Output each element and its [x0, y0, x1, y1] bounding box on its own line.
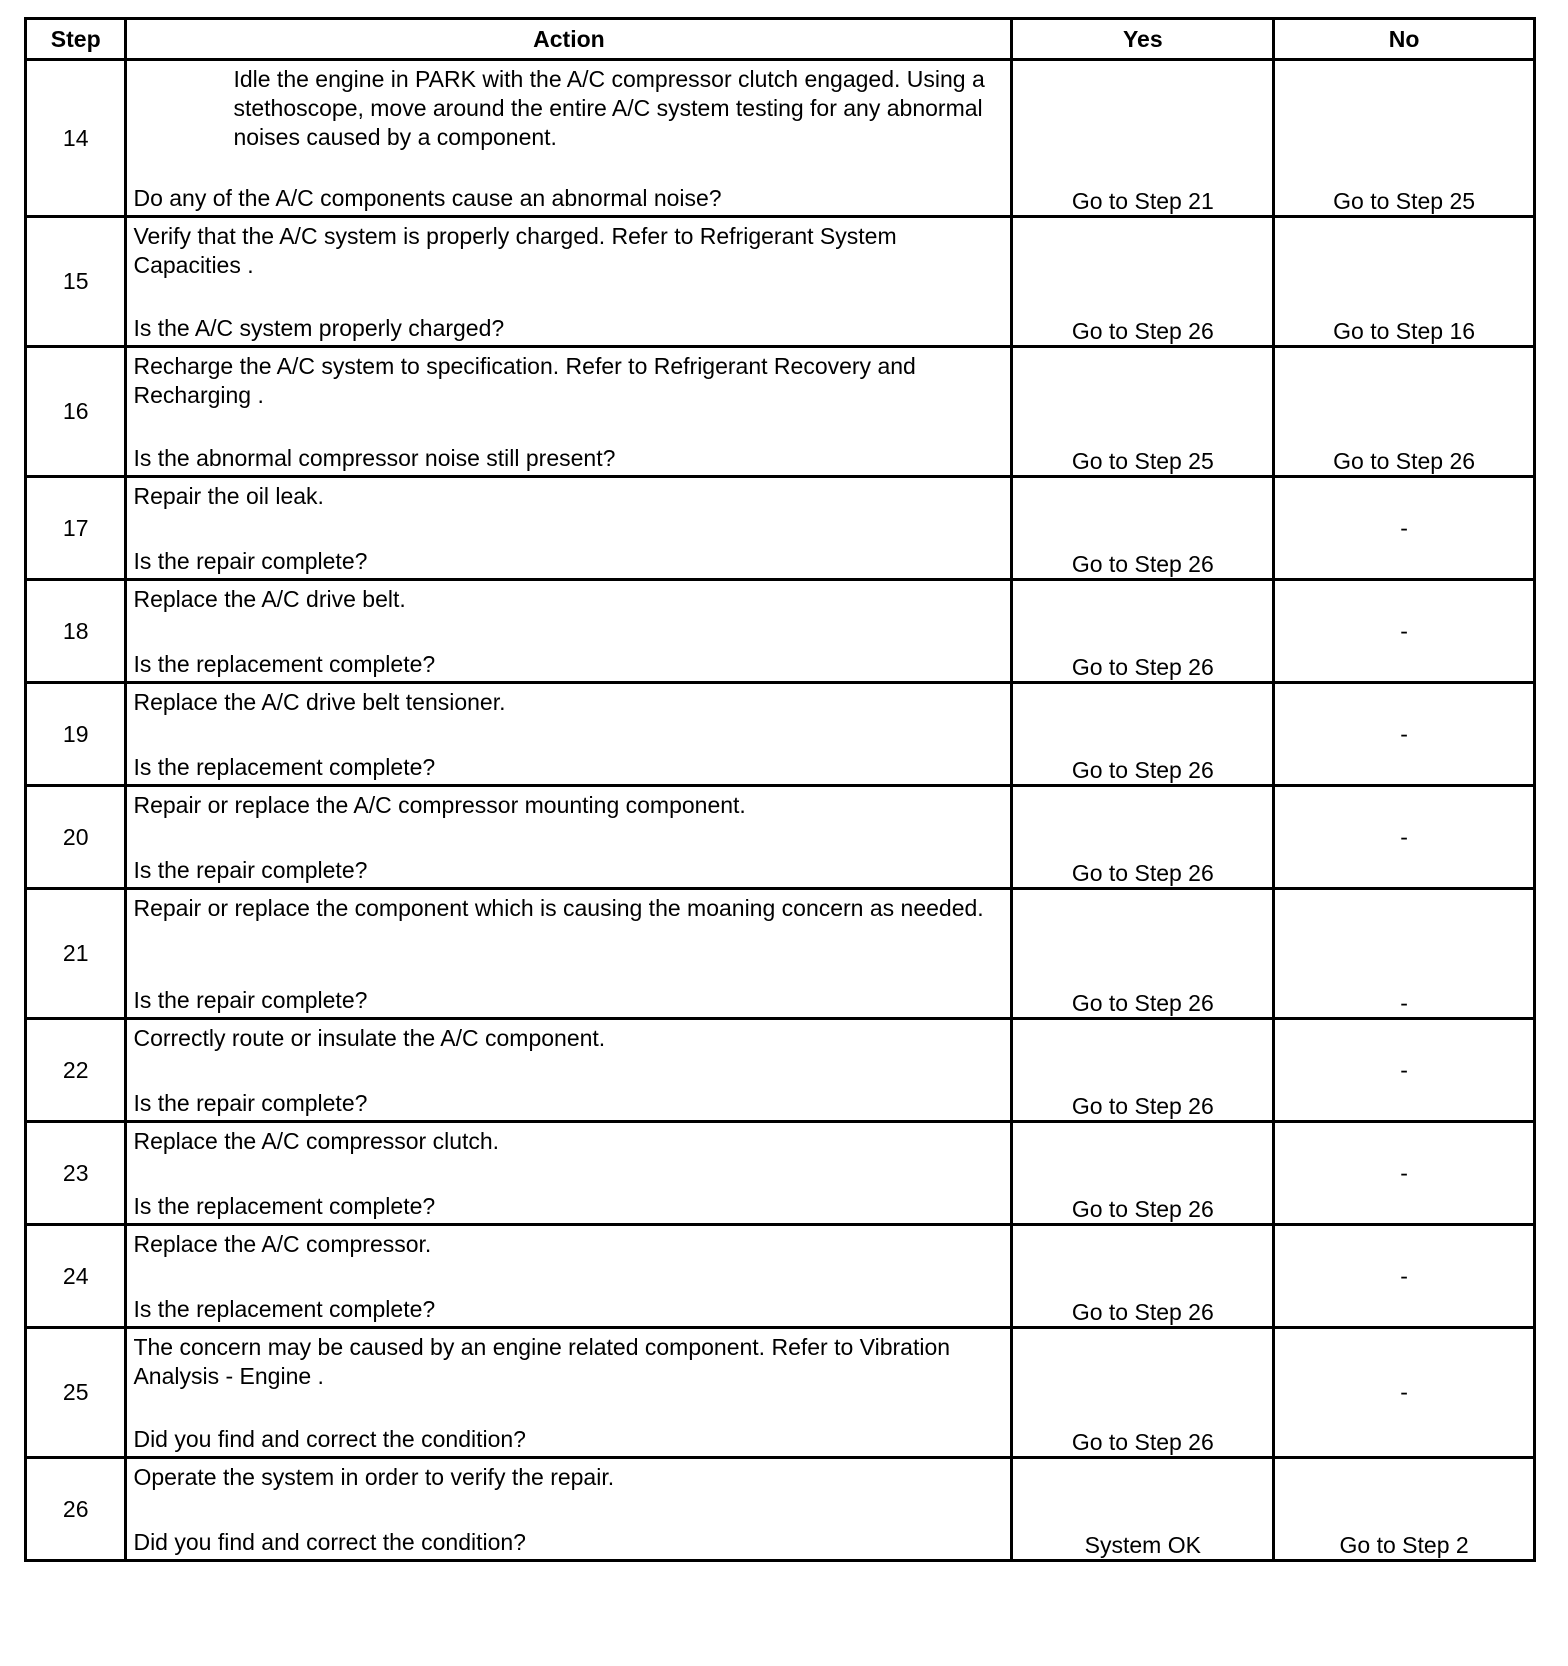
table-row: [26, 786, 1535, 889]
action-instruction: Replace the A/C compressor.: [133, 1231, 432, 1257]
table-row: [26, 347, 1535, 477]
action-cell: [126, 477, 1012, 580]
yes-result: Go to Step 26: [1012, 477, 1274, 580]
yes-result: Go to Step 21: [1012, 60, 1274, 217]
action-instruction: Replace the A/C compressor clutch.: [133, 1128, 500, 1154]
action-question: Is the replacement complete?: [133, 651, 436, 677]
diagnostic-table-page: [24, 17, 1536, 1562]
yes-result: Go to Step 26: [1012, 217, 1274, 347]
diagnostic-table: [24, 17, 1536, 1562]
step-number: 20: [26, 786, 126, 889]
action-question: Is the repair complete?: [133, 857, 368, 883]
action-instruction: Verify that the A/C system is properly charged. Refer to Refrigerant System Capacities .: [133, 223, 897, 278]
table-row: [26, 1019, 1535, 1122]
action-instruction: Replace the A/C drive belt tensioner.: [133, 689, 506, 715]
table-row: [26, 1122, 1535, 1225]
table-row: [26, 1225, 1535, 1328]
header-row: [26, 19, 1535, 60]
action-cell: [126, 1019, 1012, 1122]
no-result: Go to Step 16: [1274, 217, 1535, 347]
action-instruction: The concern may be caused by an engine related component. Refer to Vibration Analysis - Engine .: [133, 1334, 951, 1389]
header-step: Step: [26, 19, 126, 60]
table-row: [26, 217, 1535, 347]
no-result: -: [1274, 1122, 1535, 1225]
yes-result: Go to Step 26: [1012, 683, 1274, 786]
step-number: 15: [26, 217, 126, 347]
action-cell: [126, 1225, 1012, 1328]
action-question: Is the abnormal compressor noise still present?: [133, 445, 616, 471]
action-question: Is the replacement complete?: [133, 754, 436, 780]
action-instruction: Idle the engine in PARK with the A/C compressor clutch engaged. Using a stethoscope, move around the entire A/C system testing for any abnormal noises caused by a component.: [233, 66, 985, 150]
no-result: Go to Step 25: [1274, 60, 1535, 217]
action-cell: [126, 217, 1012, 347]
action-question: Did you find and correct the condition?: [133, 1426, 526, 1452]
no-result: -: [1274, 683, 1535, 786]
no-result: Go to Step 26: [1274, 347, 1535, 477]
no-result: -: [1274, 786, 1535, 889]
table-row: [26, 1458, 1535, 1561]
action-question: Is the replacement complete?: [133, 1193, 436, 1219]
action-question: Do any of the A/C components cause an abnormal noise?: [133, 185, 722, 211]
action-cell: [126, 683, 1012, 786]
action-cell: [126, 786, 1012, 889]
no-result: -: [1274, 580, 1535, 683]
action-cell: [126, 1122, 1012, 1225]
table-row: [26, 683, 1535, 786]
action-question: Is the repair complete?: [133, 987, 368, 1013]
no-result: -: [1274, 1019, 1535, 1122]
yes-result: Go to Step 26: [1012, 1225, 1274, 1328]
action-instruction: Correctly route or insulate the A/C component.: [133, 1025, 606, 1051]
action-instruction: Repair or replace the component which is causing the moaning concern as needed.: [133, 895, 984, 921]
action-cell: [126, 1458, 1012, 1561]
header-yes: Yes: [1012, 19, 1274, 60]
action-cell: [126, 347, 1012, 477]
step-number: 19: [26, 683, 126, 786]
action-question: Is the repair complete?: [133, 548, 368, 574]
header-action: Action: [126, 19, 1012, 60]
action-question: Is the replacement complete?: [133, 1296, 436, 1322]
step-number: 17: [26, 477, 126, 580]
yes-result: Go to Step 26: [1012, 1019, 1274, 1122]
step-number: 24: [26, 1225, 126, 1328]
action-question: Is the repair complete?: [133, 1090, 368, 1116]
action-instruction: Operate the system in order to verify the repair.: [133, 1464, 615, 1490]
step-number: 21: [26, 889, 126, 1019]
action-cell: [126, 889, 1012, 1019]
step-number: 23: [26, 1122, 126, 1225]
yes-result: Go to Step 26: [1012, 889, 1274, 1019]
table-row: [26, 889, 1535, 1019]
no-result: -: [1274, 889, 1535, 1019]
no-result: Go to Step 2: [1274, 1458, 1535, 1561]
action-question: Did you find and correct the condition?: [133, 1529, 526, 1555]
action-question: Is the A/C system properly charged?: [133, 315, 505, 341]
yes-result: Go to Step 26: [1012, 786, 1274, 889]
no-result: -: [1274, 1225, 1535, 1328]
no-result: -: [1274, 477, 1535, 580]
action-instruction: Repair the oil leak.: [133, 483, 324, 509]
step-number: 22: [26, 1019, 126, 1122]
no-result: -: [1274, 1328, 1535, 1458]
table-row: [26, 580, 1535, 683]
header-no: No: [1274, 19, 1535, 60]
action-instruction: Replace the A/C drive belt.: [133, 586, 406, 612]
yes-result: Go to Step 26: [1012, 1122, 1274, 1225]
yes-result: System OK: [1012, 1458, 1274, 1561]
step-number: 18: [26, 580, 126, 683]
yes-result: Go to Step 26: [1012, 1328, 1274, 1458]
action-cell: [126, 60, 1012, 217]
action-cell: [126, 580, 1012, 683]
step-number: 16: [26, 347, 126, 477]
yes-result: Go to Step 26: [1012, 580, 1274, 683]
table-row: [26, 1328, 1535, 1458]
yes-result: Go to Step 25: [1012, 347, 1274, 477]
step-number: 26: [26, 1458, 126, 1561]
step-number: 25: [26, 1328, 126, 1458]
action-instruction: Recharge the A/C system to specification. Refer to Refrigerant Recovery and Recharging .: [133, 353, 916, 408]
step-number: 14: [26, 60, 126, 217]
table-row: [26, 60, 1535, 217]
action-cell: [126, 1328, 1012, 1458]
action-instruction: Repair or replace the A/C compressor mounting component.: [133, 792, 746, 818]
table-row: [26, 477, 1535, 580]
